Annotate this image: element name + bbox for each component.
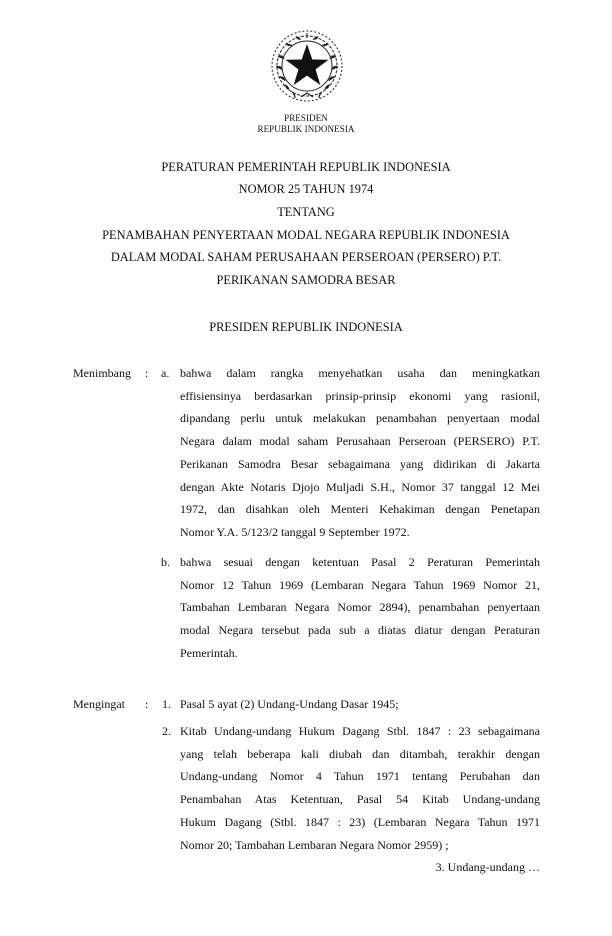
text-line: Penambahan Atas Ketentuan, Pasal 54 Kitab Undang-undang [180,792,540,807]
mengingat-item-2 [180,720,540,856]
page-continuation: 3. Undang-undang … [435,860,540,874]
menimbang-item-b [180,551,540,665]
title-line-2: NOMOR 25 TAHUN 1974 [238,182,374,196]
text-line: Undang-undang Nomor 4 Tahun 1971 tentang Perubahan dan [180,769,540,784]
title-line-5: DALAM MODAL SAHAM PERUSAHAAN PERSEROAN (PERSERO) P.T. [110,250,502,264]
menimbang-colon: : [145,366,149,380]
text-line: Nomor 20; Tambahan Lembaran Negara Nomor 2959) ; [180,837,449,852]
text-line: Nomor Y.A. 5/123/2 tanggal 9 September 1972. [180,524,410,539]
menimbang-label: Menimbang [73,366,131,380]
presidential-emblem-icon [268,27,346,105]
menimbang-item-a [180,362,540,544]
header-republik-indonesia: REPUBLIK INDONESIA [257,124,355,134]
text-line: effisiensinya berdasarkan prinsip-prinsip ekonomi yang rasionil, [180,388,540,403]
preamble: PRESIDEN REPUBLIK INDONESIA [209,320,403,334]
title-line-3: TENTANG [277,205,335,219]
title-line-4: PENAMBAHAN PENYERTAAN MODAL NEGARA REPUBLIK INDONESIA [102,228,510,242]
text-line: dengan Akte Notaris Djojo Muljadi S.H., Nomor 37 tanggal 12 Mei [180,479,540,494]
item-marker-a: a. [161,366,170,380]
header-presiden: PRESIDEN [284,113,328,123]
item-marker-b: b. [161,555,170,569]
text-line: Negara dalam modal saham Perusahaan Perseroan (PERSERO) P.T. [180,434,540,449]
mengingat-colon: : [145,697,149,711]
item-marker-1: 1. [162,697,171,711]
text-line: Perikanan Samodra Besar sebagaimana yang didirikan di Jakarta [180,456,540,471]
mengingat-label: Mengingat [73,697,125,711]
text-line: bahwa sesuai dengan ketentuan Pasal 2 Peraturan Pemerintah [180,555,540,569]
text-line: Tambahan Lembaran Negara Nomor 2894), penambahan penyertaan [180,600,540,615]
text-line: Hukum Dagang (Stbl. 1847 : 23) (Lembaran Negara Tahun 1971 [180,814,540,829]
text-line: Kitab Undang-undang Hukum Dagang Stbl. 1847 : 23 sebagaimana [180,724,540,738]
text-line: bahwa dalam rangka menyehatkan usaha dan meningkatkan [180,366,540,380]
text-line: dipandang perlu untuk melakukan penambahan penyertaan modal [180,411,540,426]
title-line-6: PERIKANAN SAMODRA BESAR [216,273,396,287]
mengingat-item-1 [180,693,540,716]
text-line: modal Negara tersebut pada sub a diatas diatur dengan Peraturan [180,623,540,638]
text-line: yang telah beberapa kali diubah dan ditambah, terakhir dengan [180,746,540,761]
text-line: 1972, dan disahkan oleh Menteri Kehakiman dengan Penetapan [180,502,540,517]
title-line-1: PERATURAN PEMERINTAH REPUBLIK INDONESIA [161,160,451,174]
text-line: Pasal 5 ayat (2) Undang-Undang Dasar 1945; [180,697,399,711]
text-line: Nomor 12 Tahun 1969 (Lembaran Negara Tahun 1969 Nomor 21, [180,577,540,592]
item-marker-2: 2. [162,724,171,738]
text-line: Pemerintah. [180,645,238,660]
